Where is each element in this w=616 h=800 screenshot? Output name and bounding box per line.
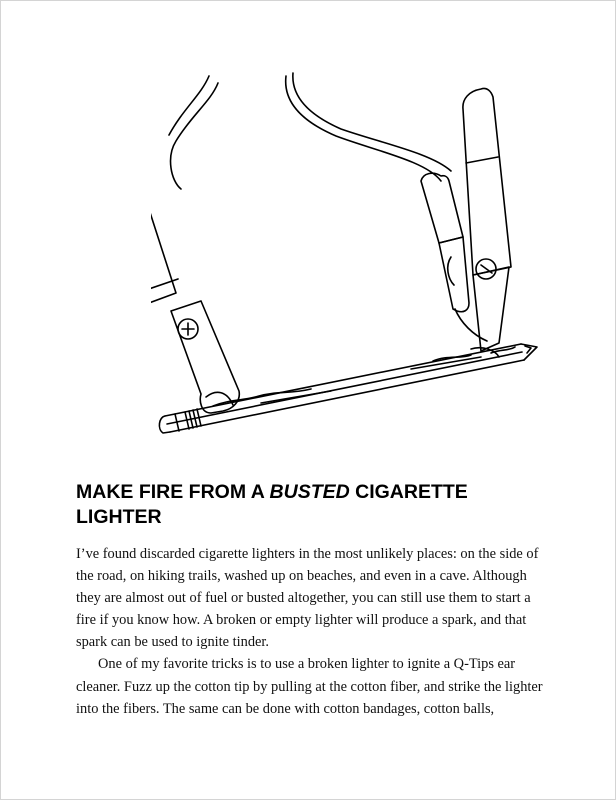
- body-text: [76, 543, 544, 720]
- paragraph-1: I’ve found discarded cigarette lighters in the most unlikely places: on the side of the road, on hiking trails, washed up on beaches, and even in a cave. Although they are almost out of fuel or busted altogether, you can still use them to start a fire if you know how. A broken or empty lighter will produce a spark, and that spark can be used to ignite tinder.: [76, 546, 539, 651]
- heading-emphasis: BUSTED: [269, 481, 350, 503]
- section-heading: [76, 480, 546, 530]
- heading-part-1: MAKE FIRE FROM A: [76, 481, 270, 503]
- jumper-cables-pencil-illustration: [151, 61, 541, 451]
- paragraph-2: One of my favorite tricks is to use a broken lighter to ignite a Q-Tips ear cleaner. Fuzz up the cotton tip by pulling at the cotton fiber, and strike the lighter into the fibers. The same can be done with cotton bandages, cotton balls,: [76, 656, 543, 717]
- heading-part-2: CIGARETTE LIGHTER: [76, 481, 468, 528]
